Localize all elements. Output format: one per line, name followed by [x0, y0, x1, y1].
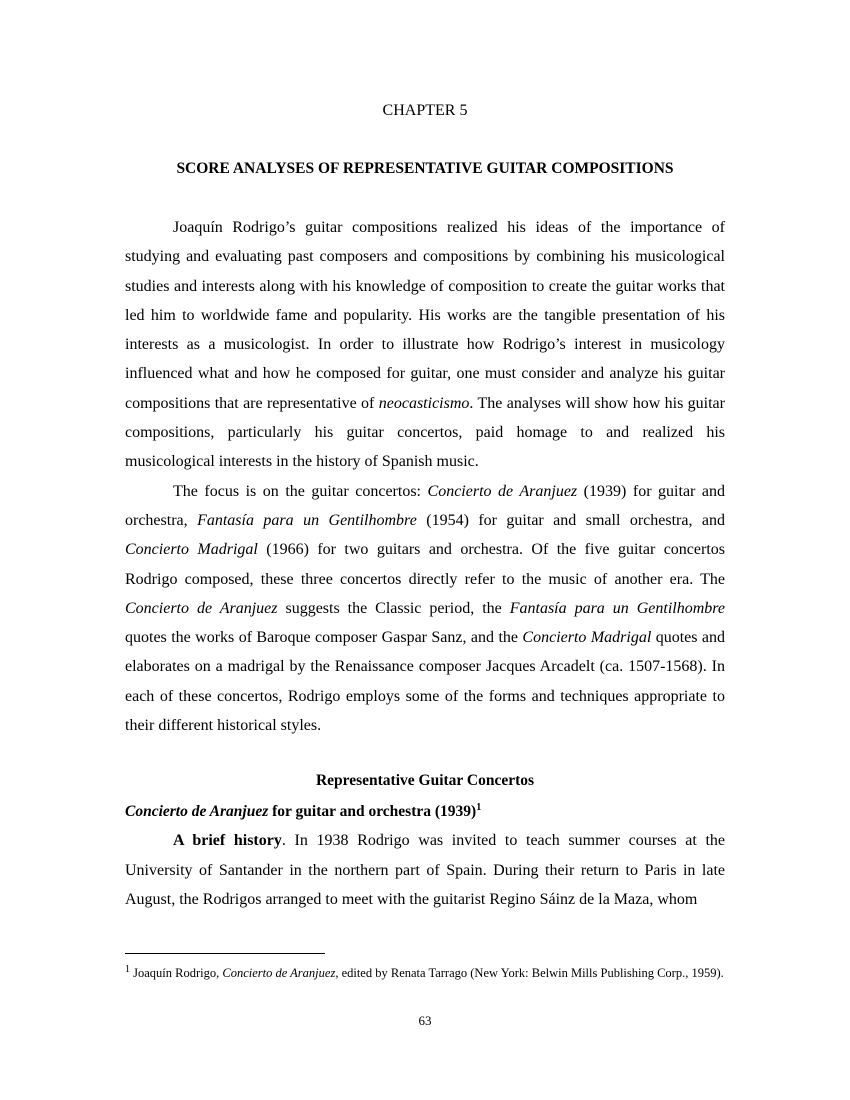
work-title: Fantasía para un Gentilhombre [509, 599, 726, 617]
footnote-ref: 1 [476, 801, 482, 813]
italic-term: neocasticismo [378, 394, 470, 412]
run-in-heading: A brief history [173, 832, 282, 850]
subsection-heading: Concierto de Aranjuez for guitar and orchestra $(1939)^1$ [125, 801, 482, 820]
footnote-number: 1 [125, 963, 130, 975]
chapter-label: CHAPTER 5 [382, 102, 468, 119]
section-heading: Representative Guitar Concertos [315, 772, 535, 789]
work-title: Concierto Madrigal [522, 629, 652, 647]
body-text [125, 213, 725, 740]
paragraph-3: A brief history. In 1938 Rodrigo was invited to teach summer courses at the University of Santander in the northern part of Spain. During their return to Paris in late August, the Rodrigos arranged to meet with the guitarist Regino Sáinz de la Maza, whom [125, 832, 725, 908]
paragraph-2: The focus is on the guitar concertos: Concierto de Aranjuez (1939) for guitar and orchestra, Fantasía para un Gentilhombre (1954) for guitar and small orchestra, and Concierto Madrigal (1966) for two guitars and orchestra. Of the five guitar concertos Rodrigo composed, these three concertos directly refer to the music of another era. The Concierto de Aranjuez suggests the Classic period, the Fantasía para un Gentilhombre quotes the works of Baroque composer Gaspar Sanz, and the Concierto Madrigal quotes and elaborates on a madrigal by the Renaissance composer Jacques Arcadelt (ca. 1507-1568). In each of these concertos, Rodrigo employs some of the forms and techniques appropriate to their different historical styles. [125, 482, 726, 735]
work-title: Concierto de Aranjuez [427, 482, 578, 500]
work-title: Concierto de Aranjuez [125, 599, 278, 617]
work-title: Concierto Madrigal [125, 541, 258, 559]
paragraph-1: Joaquín Rodrigo’s guitar compositions realized his ideas of the importance of studying and evaluating past composers and compositions by combining his musicological studies and interests along with his knowledge of composition to create the guitar works that led him to worldwide fame and popularity. His works are the tangible presentation of his interests as a musicologist. In order to illustrate how Rodrigo’s interest in musicology influenced what and how he composed for guitar, one must consider and analyze his guitar compositions that are representative of neocasticismo. The analyses will show how his guitar compositions, particularly his guitar concertos, paid homage to and realized his musicological interests in the history of Spanish music. [125, 219, 725, 471]
subsection [125, 797, 725, 914]
footnote: $^1$ Joaquín Rodrigo, Concierto de Aranjuez, edited by Renata Tarrago (New York: Belwin Mills Publishing Corp., 1959). [125, 963, 724, 980]
work-title: Fantasía para un Gentilhombre [197, 511, 417, 529]
page-number: 63 [418, 1013, 432, 1028]
chapter-title: SCORE ANALYSES OF REPRESENTATIVE GUITAR COMPOSITIONS [176, 160, 674, 177]
footnote-rule [125, 953, 325, 954]
